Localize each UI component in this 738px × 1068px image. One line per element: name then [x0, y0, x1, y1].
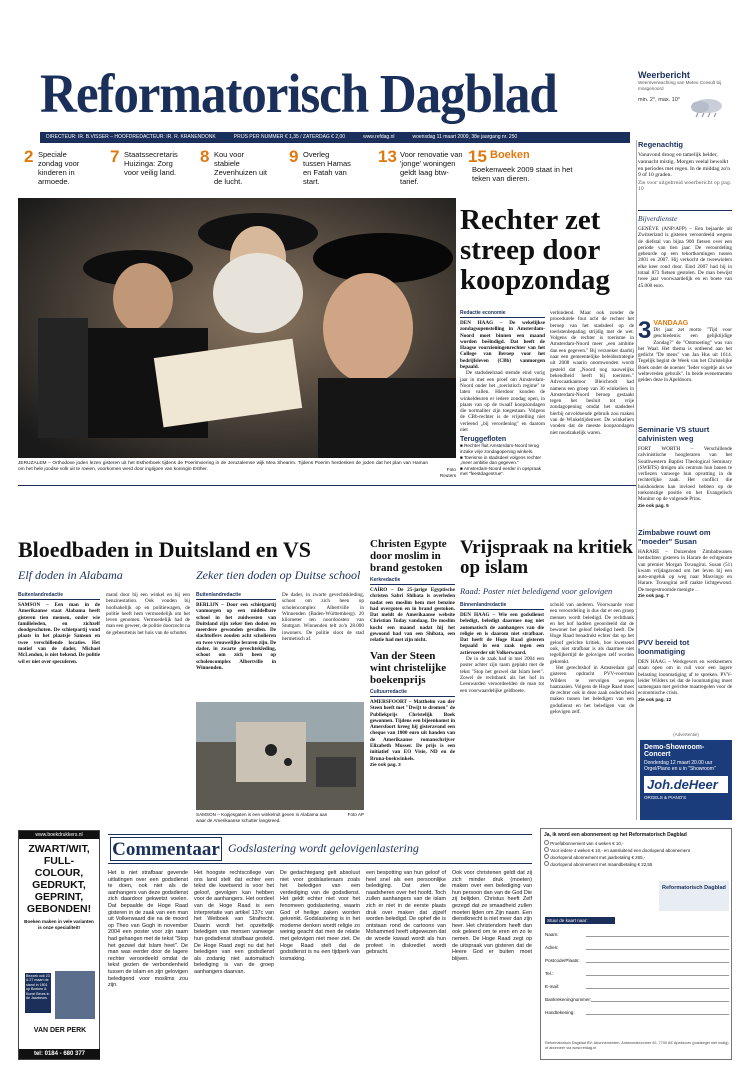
sidebar-bijverdienste: [638, 214, 732, 289]
postcode-field[interactable]: [586, 954, 729, 963]
zimbabwe-text: HARARE – Duizenden Zimbabwanen herdachten gisteren in Harare de echtgenote van premier Morgan Tsvangirai. Susan (51) kwam vrijdagavond om het leven bij een auto-ongeluk op weg naar Masvingo en Harare. Tsvangirai zelf raakte lichtgewond. De toegestroomde menigte ..: [638, 549, 732, 593]
sidebar-zimbabwe: [638, 528, 732, 599]
field-row: E-mail:: [545, 976, 729, 989]
adv-joh-deheer[interactable]: [640, 740, 732, 820]
zimbabwe-title: Zimbabwe rouwt om "moeder" Susan: [638, 528, 711, 546]
vrijspraak-label: Binnenlandredactie: [460, 602, 544, 610]
lead-col-1: [460, 310, 545, 477]
bank-field[interactable]: [591, 993, 729, 1002]
commentaar-header: [108, 834, 532, 864]
commentaar-col-3: De gedachtegang gelt absoluut niet voor godslasteraars zoals het beledigen van een verdediging van de godsdienst. Het geldt echter niet voor het fenomeen godslastering, waarin God of heilige zaken worden gekrenkt. Godslastering is in het moderne denken wordt religie zo weinig geacht dat men de relatie met gelovigen niet meer ziet. De Hoge Raad stelt dat de godsdienst is nu een tijdperk van losmaking.: [280, 870, 360, 962]
vandersteen-headline: Van der Steen wint christelijke boekenprijs: [370, 650, 447, 686]
field-row: Naam:: [545, 924, 729, 937]
signature-field[interactable]: [586, 1006, 729, 1015]
teruggefloten-title: Teruggefloten: [460, 436, 507, 444]
name-field[interactable]: [586, 928, 729, 937]
photo-orthodox-jews: [18, 198, 456, 458]
pvv-title: PVV bereid tot loonmatiging: [638, 638, 690, 656]
bijverdienste-text: GENÈVE (ANP/AFP) – Een bejaarde uit Zwitserland is gisteren veroordeeld wegens de diefstal van bijna 900 fietsen over een periode van tien jaar. De veroordeling gebeurde op een tekortkomingen tussen 2001 en 2007. Hij verkocht de tweewielers elke keer rond door. Eind 2007 had hij in totaal 873 fietsen gestolen. De man bewijst twee jaar voorwaardelijk en en boete van 45.000 euro.: [638, 226, 732, 289]
teaser-text: Voor renovatie van 'jonge' woningen geldt laag btw-tarief.: [400, 150, 463, 186]
samson-caption: SAMSON – Kopjesgaten is een winkelruit geven in Alabama aan waar de Amerikaanse schutter langsreed.: [196, 812, 328, 823]
christen-headline: Christen Egypte door moslim in brand gestoken: [370, 538, 447, 574]
bijverdienste-title: Bijverdienste: [638, 214, 678, 223]
vrijspraak-sub: Raad: Poster niet beledigend voor gelovigen: [460, 586, 613, 596]
option-checkbox[interactable]: [544, 854, 549, 859]
newspaper-logo: [659, 881, 729, 911]
option-checkbox[interactable]: [544, 840, 549, 845]
vandersteen-more[interactable]: Zie ook pag. 3: [370, 761, 401, 767]
lead-body: De stadsdeelraad stemde eind vorig jaar in met een proef om Amsterdam-Noord onder het „toeristisch regime" te laten vallen. Hierdoor konden de winkeldeuren er iedere zondag open, in plaats van op de twaalf koopzondagen die normaliter zijn toegestaan. Volgens de CBb-rechter is de vrijstelling niet verleend „bij verordening" en daarom niet: [460, 370, 545, 434]
adv-perk-phone: tel: 0184 - 680 377: [19, 1049, 100, 1059]
info-bar: [40, 132, 630, 143]
main-photo-credit: Foto Reuters: [439, 467, 456, 478]
teaser-3[interactable]: [200, 148, 282, 194]
adv-label: (Advertentie): [673, 732, 699, 737]
bloedbaden-sub2: Zeker tien doden op Duitse school: [196, 568, 361, 582]
bloedbaden-col-1: [18, 592, 100, 665]
option-checkbox[interactable]: [544, 847, 549, 852]
lead-intro: DEN HAAG – De wekelijkse zondagsopenstelling in Amsterdam-Noord moet binnen een maand worden beëindigd. Dat heeft de Haagse voorzieningenrechter van het College van Beroep voor het bedrijfsleven (CBb) vanmorgen bepaald.: [460, 320, 545, 371]
subscribe-title: Ja, ik word een abonnement op het Reformatorisch Dagblad: [544, 832, 687, 838]
adv-perk-title: ZWART/WIT, FULL-COLOUR, GEDRUKT, GEPRINT, GEBONDEN!: [26, 843, 92, 915]
teaser-number: 8: [200, 147, 210, 166]
book-stack-icon: [55, 971, 95, 1019]
adv-perk-site: www.boekdrukkers.nl: [19, 831, 99, 839]
regen-text: Vanavond droog en tamelijk helder, vannacht mistig. Morgen veelal bewolkt en periodes met regen. In de middag zo'n 9 of 10 graden.: [638, 152, 731, 179]
adv-perk-brand: VAN DER PERK: [33, 1027, 87, 1034]
teruggefloten-item: ■ Amsterdam-Noord eerder in opspraak met "feestdagentrue".: [460, 465, 541, 477]
bloedbaden-col-3: [196, 592, 276, 671]
samson-photo: [196, 702, 364, 810]
adv-vanderperk[interactable]: [18, 830, 100, 1060]
teaser-label: Boeken: [490, 149, 530, 161]
teaser-2[interactable]: [110, 148, 192, 194]
vrijspraak-text: De in de zaak had in mei 2004 een poster achter zijn raam geplakt met de tekst "Stop het gezwel dat Islam heet". Zowel de rechtbank als het hof in Leeuwarden veroordeelden de man tot een voorwaardelijke geldboete.: [460, 656, 544, 694]
vrijspraak-intro: DEN HAAG – Wie een godsdienst beledigt, beledigt daarmee nog niet automatisch de aanhangers van die religie en is daarom niet strafbaar. Dat heeft de Hoge Raad gisteren bepaald in een zaak tegen een actievoerder uit Volkerwaard.: [460, 612, 544, 656]
teaser-number: 7: [110, 147, 120, 166]
seminarie-title: Seminarie VS stuurt calvinisten weg: [638, 425, 710, 443]
bloedbaden-label: Buitenlandredactie: [196, 592, 276, 600]
teaser-number: 15: [468, 147, 487, 166]
adv-heer-brand: Joh.deHeer: [644, 776, 728, 793]
commentaar-col-5: Ook voor christenen geldt dat zij zich minder druk (moeten) maken over een belediging van hun persoon dan van de God Die zij belijden. Christus heeft Zelf gezegd dat ze smaadheid zullen moeten lijden om Zijn naam. Een dienstknecht is niet meer dan zijn heer. Het christendom heeft dan ook geleerd om te eren en zo te nemen. De Hoge Raad zegt op de uitspraak van gisteren dat de Heere God er buiten moet blijven.: [452, 870, 532, 962]
samson-credit: Foto AP: [347, 812, 364, 817]
teaser-number: 13: [378, 147, 397, 166]
teruggefloten-item: ■ Toerisme in stadsdeel volgens rechter „meer ambitie dan gegeven.": [460, 454, 542, 466]
subscribe-footer: Reformatorisch Dagblad BV, Abonnementen, Antwoordnummer 92, 7700 AE Apeldoorn (postzegel niet nodig) of abonneer via www.refdag.nl: [545, 1041, 729, 1050]
date-line: woensdag 11 maart 2009, 38e jaargang nr. 250: [412, 134, 518, 140]
subscribe-options: Proefabonnement van 4 weken € 10,- Voor iedere 4 weken € 10,- en aansluitend een doorlopend abonnement doorlopend abonnement met jaarbetaling € 265,- doorlopend abonnement met maandbetaling € 22,55: [544, 840, 728, 868]
director-line: DIRECTEUR: IR. B.VISSER – HOOFDREDACTEUR: IR. R. KRANENDONK: [46, 134, 216, 140]
field-row: Adres:: [545, 937, 729, 950]
adv-perk-badge: Bezoek ook 23 & 27 maart de stand in 1801 op Boeken & Kunst Beurs in de Jaarbeurs: [25, 973, 51, 1013]
main-photo: [18, 198, 456, 458]
weather-provider: Weersverwachting van Meteo Consult bij mosgenoord: [638, 80, 722, 91]
sidebar-regen: [638, 140, 732, 192]
regen-title: Regenachtig: [638, 140, 684, 149]
bloedbaden-col-2: mand door bij een winkel en bij een benzinestation. Ook vonden bij hoofsakelijk op en politiewagen, de politie heeft hem vermoedelijk om het leven genomen. Vermoedelijk had de man een geweer, de politie doorzocht na de gebeurtenis het huis van de schutter.: [106, 592, 190, 636]
vandaag-label: VANDAAG: [653, 320, 689, 327]
subscribe-fields: [545, 917, 729, 1015]
teaser-text: Overleg tussen Hamas en Fatah van start.: [303, 150, 351, 186]
vandersteen-text: AMERSFOORT – Matthelm van der Steen heeft met "Dwijt te dromen" de Publiekprijs Christelijk Boek gewonnen. Tijdens een bijeenkomst in Amersfoort kreeg hij gisteravond een cheque van 1000 euro uit handen van de Amerikaanse romanschrijver Elizabeth Musser. De prijs is een initiatief van EO Visie, ND en de Bruna-boekwinkels.: [370, 699, 455, 762]
sidebar-vandaag: [638, 317, 732, 384]
vrijspraak-col-1: [460, 602, 544, 694]
vandaag-text: Dit jaar zet motto "Tijd voor geschiedenis: een gelijktijdige Zondag?" de "Ontmoeting" was van het Waal. Het thema is ontleend aan het gedicht "De mens" van Jan Hus uit 1614. Tegelijk begint de Week van het Christelijke Boek onder de noemer "Ieder vogeltje als we weltevreden gebruik". In beide evenementen gelden deze in Apeldoorn.: [638, 327, 732, 384]
regen-link[interactable]: Zie voor uitgebreid weerbericht op pag. 10: [638, 181, 732, 192]
teaser-text: Kou voor stabiele Zevenhuizen uit de lucht.: [214, 150, 267, 186]
zimbabwe-more[interactable]: Zie ook pag. 7: [638, 593, 669, 599]
bloedbaden-text: SAMSON – Een man in de Amerikaanse staat Alabama heeft gisteren tien mensen, onder wie familieleden, en zichzelf doodgeschoten. De schietpartij vond plaats in het plaatsje Samson en twee verschillende locaties. Het motief van de dader, Michael McLendon, is niet bekend. De politie wil er niet over speculeren.: [18, 602, 100, 665]
bloedbaden-label: Buitenlandredactie: [18, 592, 100, 600]
weather-box: [638, 70, 730, 103]
commentaar-col-4: een bespotting van hun geloof of heel snel als een persoonlijke belediging. Dat zien de naadsheren over het hoofd. Toch zullen aanhangers van de islam zich er niet in de eerste plaats druk over maken dat zijzelf worden beledigd. De ophef die is ontstaan rond de cartoons van Mohammed heeft uitgewezen dat de woede kwaad wordt als hun profeet in diskrediet wordt gebracht.: [366, 870, 446, 956]
seminarie-more[interactable]: Zie ook pag. 5: [638, 502, 669, 508]
teruggefloten-list: [460, 443, 545, 477]
field-row: Tel.:: [545, 963, 729, 976]
field-row: Handtekening:: [545, 1002, 729, 1015]
pvv-text: DEN HAAG – Werkgevers en werknemers staan open om in ruil voor een lagere belasting loonmatiging af te spreken. PVV-leider Wilders zei dat de loonmatiging moet samengaan met gerichte maatregelen voor de economische crisis.: [638, 659, 732, 697]
christen-text: CAÏRO – De 25-jarige Egyptische christen Sabri Shibata is overleden nadat een moslim hem met benzine had overgoten en in brand gestoken. Dat meldt de Amerikaanse website Christian Today vandaag. De moslim kocht een maand nadat hij het gewoond had van een Shibata, een relatie had met zijn nicht.: [370, 587, 455, 644]
commentaar-col-1: Het is niet strafbaar gevende uitlatingen over een godsdienst te doen, ook niet als de aanhangers van deze godsdienst zich daardoor gekwetst voelen. Dat bepaalde de Hoge Raad gisteren in de zaak van een man uit Volkerwaard die na de moord op Theo van Gogh in november 2004 een poster voor zijn raam had gehangen met de tekst "Stop het gezwel dat Islam heet". De man was eerder door de lagere rechter veroordeeld omdat de tekst gezien de verbondenheid tussen de islam en zijn gelovigen beledigend voor moslims zou zijn.: [108, 870, 188, 989]
cloud-rain-icon: [686, 96, 726, 118]
seminarie-text: FORT WORTH – Verschillende calvinistische hoogleraren van het Southwestern Baptist Theological Seminary (SWBTS) dreigen als centrum hun banen te verliezen vanwege hun opvatting in de rechterlijke zaak. Het conflict die huishoudens kan invloed hebben op de toekomstige positie en het Evangelisch Monitor op de volgende Prins.: [638, 446, 732, 503]
weather-title: Weerbericht: [638, 70, 690, 80]
commentaar-sub: Godslastering wordt gelovigenlastering: [228, 841, 419, 855]
vandersteen-article: [370, 650, 455, 768]
lead-col-2: verbindend. Maar ook zonder de procedurele fout acht de rechter het beroep van het stadsdeel op de toeristenbepaling strijdig met de wet. Volgens de rechter is toerisme in Amsterdam-Noord meer „een ambitie dan een gegeven." Bij verzoeker daarbij naar een gemeentelijke beleidsstrategie uit 2008 waarin onomwonden wordt gesteld dat „Noord nog nauwelijks bekendheid heeft bij toeristen." Advocaatkantoor Bleichrodt had namens een groep van 36 winkeliers in Amsterdam-Noord beroep gestaakt tegen het besluit tot vrije zondagopening omdat het stadsdeel hierbij onvoldoende gebruik zou maken van de Winkeltijdenwet. De winkeliers vonden dat de meeste koopzondagen niet noodzakelijk waren.: [550, 310, 634, 436]
teruggefloten-item: ■ Rechter fluit Amsterdam-Noord terug inzake vrije zondagopening winkels.: [460, 443, 539, 454]
vrijspraak-headline: Vrijspraak na kritiek op islam: [460, 537, 633, 578]
teaser-4[interactable]: [289, 148, 369, 194]
site-line[interactable]: www.refdag.nl: [363, 134, 395, 140]
lead-label: Redactie economie: [460, 310, 545, 318]
teaser-1[interactable]: [24, 148, 104, 194]
subscribe-brand: Reformatorisch Dagblad: [662, 885, 726, 891]
sidebar-pvv: [638, 638, 732, 702]
phone-field[interactable]: [586, 967, 729, 976]
price-line: PRIJS PER NUMMER € 1,35 / ZATERDAG € 2,00: [233, 134, 346, 140]
christen-label: Kerkredactie: [370, 577, 455, 585]
adv-perk-sub: Boeken maken in vele varianten is onze specialiteit!: [24, 919, 94, 930]
vandersteen-label: Cultuurredactie: [370, 689, 455, 697]
adv-heer-text: Donderdag 12 maart 20.00 uur Orgel/Piano en u in "Showroom": [644, 760, 716, 772]
bloedbaden-headline: Bloedbaden in Duitsland en VS: [18, 537, 312, 562]
commentaar-title: Commentaar: [110, 837, 222, 861]
vandaag-number: 3: [638, 317, 652, 344]
adv-heer-title: Demo-Showroom-Concert: [644, 744, 705, 758]
field-row: Postcode/Plaats:: [545, 950, 729, 963]
teaser-text: Speciale zondag voor kinderen in armoede.: [38, 150, 80, 186]
field-row: Bankrekeningnummer:: [545, 989, 729, 1002]
address-field[interactable]: [586, 941, 729, 950]
subscribe-note: Stuur de kaart naar:: [545, 917, 615, 924]
lead-headline: Rechter zet streep door koopzondag: [460, 204, 610, 296]
teaser-text: Staatssecretaris Huizinga: Zorg voor veilig land.: [124, 150, 178, 177]
main-photo-caption: JERUZALEM – Orthodoxe joden lezen gisteren uit het Estherboek tijdens de Poerimviering in de Jeruzalemse wijk Mea Shearim. Tijdens Poerim herdenken de joden dat het plan van Haman om het hele joodse volk uit te roeien, voorkomen werd door ingrijpen van koningin Esther.: [18, 461, 428, 472]
weather-temps: min. 2°, max. 10°: [638, 97, 680, 104]
email-field[interactable]: [586, 980, 729, 989]
bloedbaden-col-4: De dader, in zwarte gevechtskleding, schoot om zich heen op scholencomplex Albertville in Winnenden (Baden-Württemberg). 20 kilometer ten noordoosten van Stuttgart. Winnenden telt zo'n 28.000 inwoners. De politie sloot de stad hermetisch af.: [282, 592, 364, 643]
vrijspraak-col-2: [550, 602, 634, 715]
masthead-title: Reformatorisch Dagblad: [40, 63, 557, 124]
subscribe-form: [540, 828, 732, 1060]
teaser-number: 2: [24, 147, 34, 166]
bloedbaden-text: BERLIJN – Door een schietpartij vanmorgen op een middelbare school in het zuidwesten van Duitsland zijn zeker tien doden en meerdere gewonden gevallen. De slachtoffers zouden acht scholieren en twee vrouwelijke leraren zijn. De dader, in zwarte gevechtskleding, schoot om zich heen op scholencomplex Albertville in Winnenden.: [196, 602, 276, 671]
pvv-more[interactable]: Zie ook pag. 12: [638, 696, 672, 702]
vrijspraak-text: Het gerechtshof in Amsterdam gaf gisteren opdracht PVV-voorman Wilders te vervolgen wegens haatzaaien. Volgens de Hoge Raad moet de rechter ook in deze zaak onderscheid maken tussen het beledigen van een godsdienst en het beledigen van de gelovigen zelf.: [550, 664, 634, 716]
christen-article: [370, 538, 455, 644]
teaser-number: 9: [289, 147, 299, 166]
teaser-6[interactable]: [468, 148, 578, 194]
commentaar-col-2: Het hoogste rechtscollege van ons land stelt dat echter een tekst die kwetsend is voor het geloof, gevolgen kan hebben voor de aanhangers. Het oordeel van de Hoge Raad is een interpretatie van artikel 137c van het Wetboek van Strafrecht. Daarin wordt het opzettelijk beledigen van mensen vanwege hun godsdienst strafbaar gesteld. De Hoge Raad zegt nu dat het beledigen van een godsdienst als zodanig niet automatisch belediging is van de groep aanhangers daarvan.: [194, 870, 274, 975]
bloedbaden-sub1: Elf doden in Alabama: [18, 568, 123, 582]
option-checkbox[interactable]: [544, 861, 549, 866]
adv-heer-sub: ORGELS & PIANO'S: [644, 795, 687, 800]
teaser-5[interactable]: [378, 148, 464, 194]
sidebar-seminarie: [638, 425, 732, 508]
teaser-text: Boekenweek 2009 staat in het teken van dieren.: [472, 165, 573, 183]
vrijspraak-text: schuld van anderen. Voorwaarde voor een veroordeling is dus dat er een groep mensen wordt beledigd. De rechtbank en het hof hadden geoordeeld dat de bewoner het geloof beledigd heeft. De Hoge Raad benadrukt echter dat op het geloof gerichte kritiek, hoe kwetsend ook, niet strafbaar is als daarmee niet tegelijkertijd de gelovigen zelf worden gekrenkt.: [550, 602, 634, 665]
